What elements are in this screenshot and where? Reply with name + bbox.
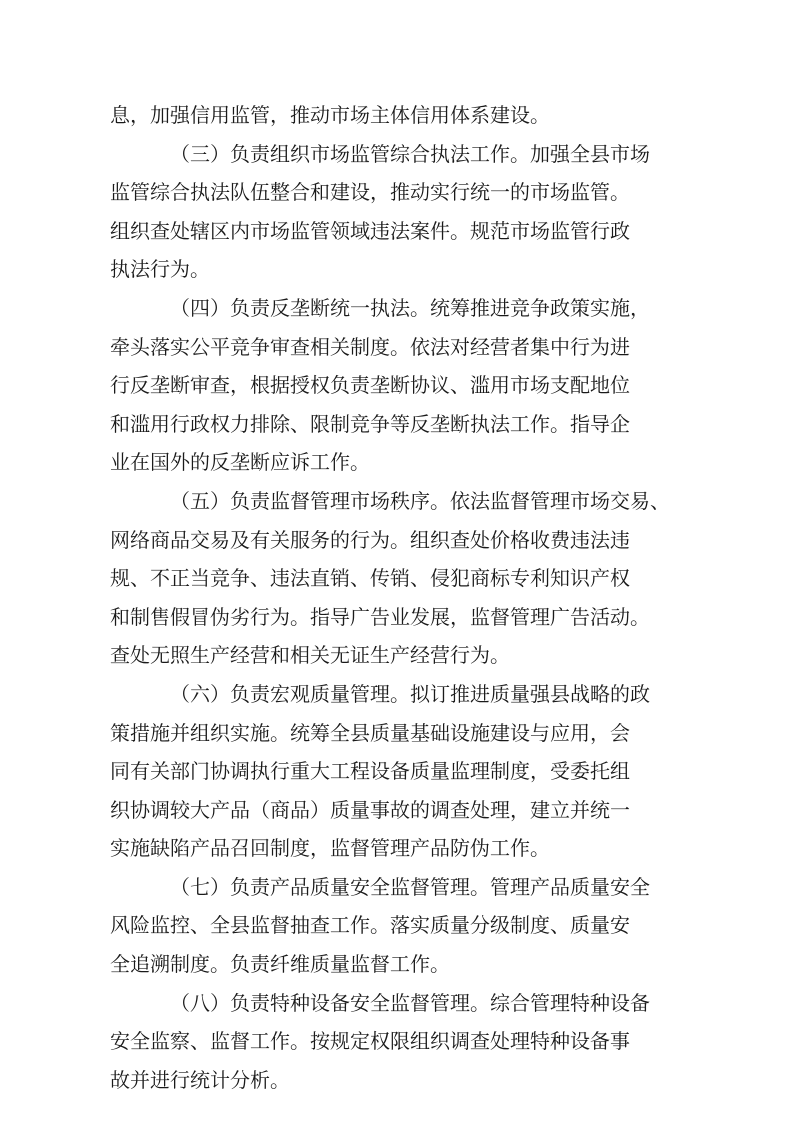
paragraph-heading-6: （六）负责宏观质量管理。拟订推进质量强县战略的政	[170, 681, 650, 706]
document-body	[110, 96, 695, 1099]
text-line: 和滥用行政权力排除、限制竞争等反垄断执法工作。指导企	[110, 411, 630, 436]
text-line: 息，加强信用监管，推动市场主体信用体系建设。	[110, 103, 550, 127]
text-line: 业在国外的反垄断应诉工作。	[110, 450, 370, 475]
text-line: 查处无照生产经营和相关无证生产经营行为。	[110, 643, 510, 668]
text-line: 牵头落实公平竞争审查相关制度。依法对经营者集中行为进	[110, 334, 630, 359]
paragraph-heading-7: （七）负责产品质量安全监督管理。管理产品质量安全	[170, 874, 650, 899]
paragraph-heading-8: （八）负责特种设备安全监督管理。综合管理特种设备	[170, 990, 650, 1015]
text-line: 策措施并组织实施。统筹全县质量基础设施建设与应用，会	[110, 720, 630, 745]
text-line: 安全监察、监督工作。按规定权限组织调查处理特种设备事	[110, 1029, 630, 1054]
text-line: 同有关部门协调执行重大工程设备质量监理制度，受委托组	[110, 759, 630, 784]
text-line: 组织查处辖区内市场监管领域违法案件。规范市场监管行政	[110, 218, 630, 243]
text-line: 行反垄断审查，根据授权负责垄断协议、滥用市场支配地位	[110, 373, 630, 398]
text-line: 实施缺陷产品召回制度，监督管理产品防伪工作。	[110, 836, 550, 861]
text-line: 风险监控、全县监督抽查工作。落实质量分级制度、质量安	[110, 913, 630, 938]
text-line: 全追溯制度。负责纤维质量监督工作。	[110, 952, 450, 977]
text-line: 织协调较大产品（商品）质量事故的调查处理，建立并统一	[110, 797, 630, 822]
text-line: 故并进行统计分析。	[110, 1067, 290, 1092]
paragraph-heading-5: （五）负责监督管理市场秩序。依法监督管理市场交易、	[170, 488, 670, 513]
text-line: 网络商品交易及有关服务的行为。组织查处价格收费违法违	[110, 527, 630, 552]
text-line: 和制售假冒伪劣行为。指导广告业发展，监督管理广告活动。	[110, 604, 650, 629]
text-line: 监管综合执法队伍整合和建设，推动实行统一的市场监管。	[110, 180, 630, 205]
text-line: 执法行为。	[110, 257, 210, 282]
paragraph-heading-4: （四）负责反垄断统一执法。统筹推进竞争政策实施，	[170, 295, 650, 320]
text-line: 规、不正当竞争、违法直销、传销、侵犯商标专利知识产权	[110, 566, 630, 591]
paragraph-heading-3: （三）负责组织市场监管综合执法工作。加强全县市场	[170, 141, 650, 166]
